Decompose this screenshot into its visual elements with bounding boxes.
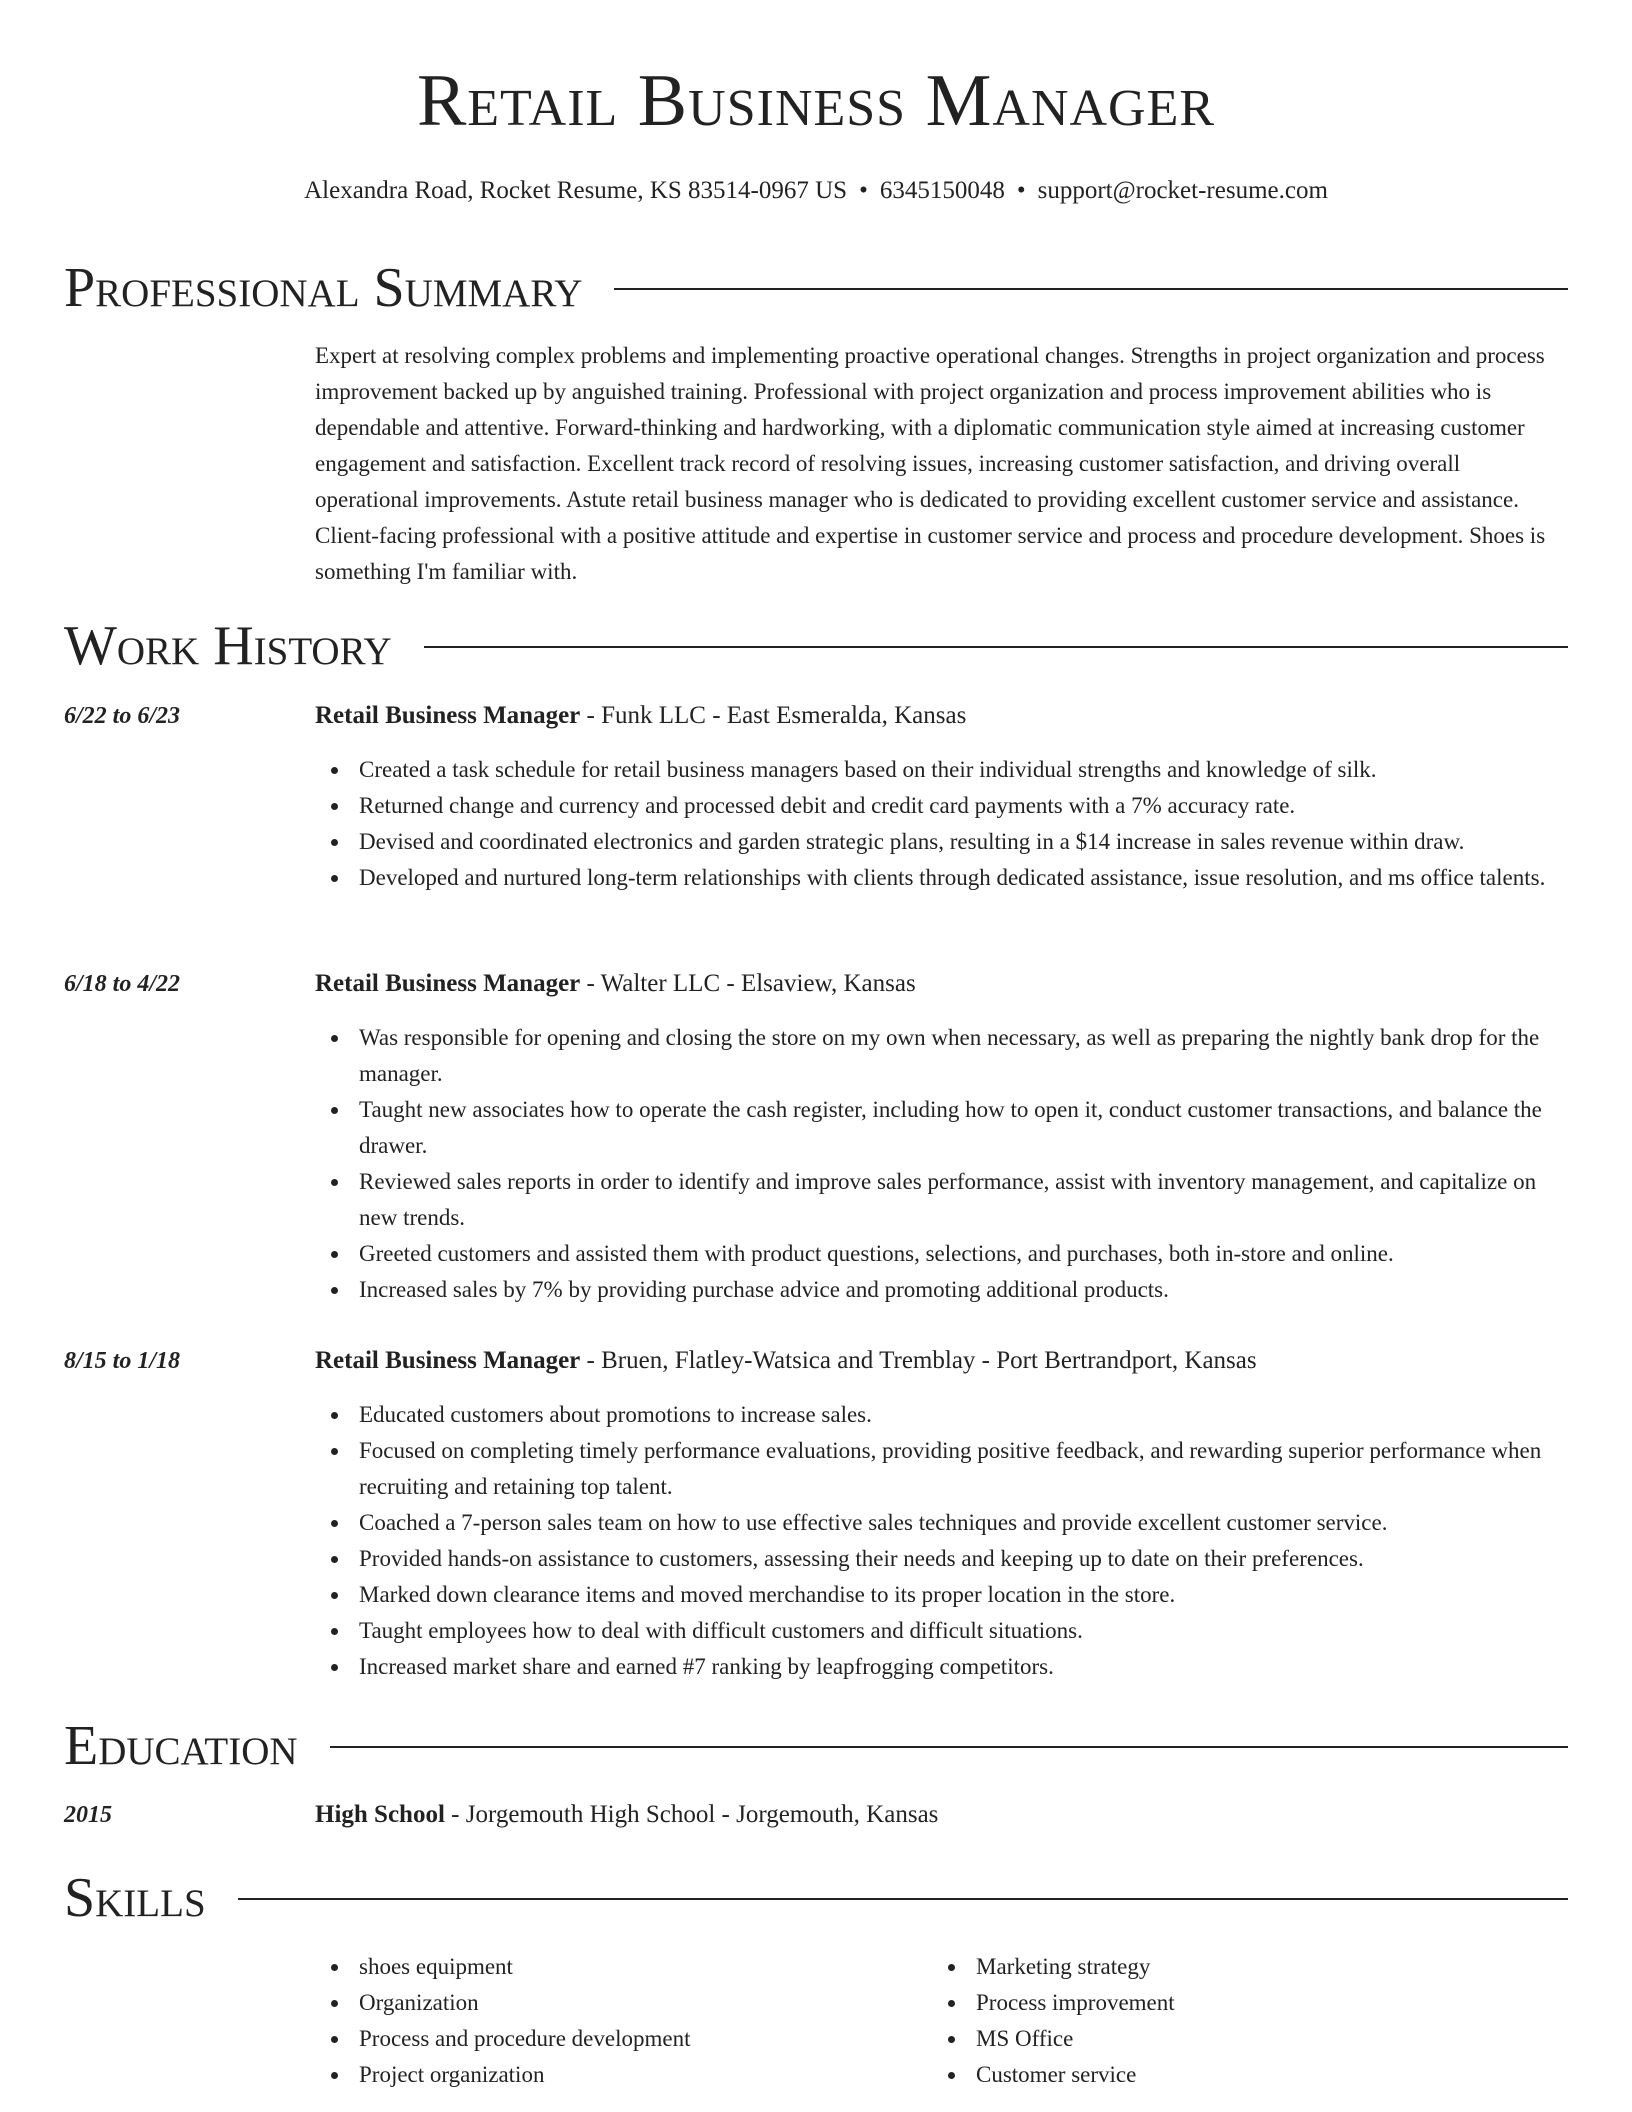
job-role: Retail Business Manager <box>315 970 581 997</box>
job-title-line <box>315 1343 1257 1379</box>
skills-list-right <box>932 1949 1536 2093</box>
job-bullet-list <box>315 1397 1568 1685</box>
section-divider <box>424 646 1568 648</box>
job-role: Retail Business Manager <box>315 702 581 729</box>
work-section-header <box>64 614 1568 678</box>
skill-item: Marketing strategy <box>976 1949 1536 1985</box>
job-details: - Funk LLC - East Esmeralda, Kansas <box>580 702 967 729</box>
skill-item: Customer service <box>976 2057 1536 2093</box>
job-bullet: Focused on completing timely performance evaluations, providing positive feedback, and rewarding superior performance when recruiting and retaining top talent. <box>359 1433 1568 1505</box>
contact-line <box>0 175 1632 207</box>
job-bullet: Coached a 7-person sales team on how to use effective sales techniques and provide excellent customer service. <box>359 1505 1568 1541</box>
contact-separator: • <box>859 177 868 204</box>
job-bullet: Educated customers about promotions to increase sales. <box>359 1397 1568 1433</box>
summary-text: Expert at resolving complex problems and implementing proactive operational changes. Strengths in project organization and process improvement backed up by anguished training. Professional with project organization and process improvement abilities who is dependable and attentive. Forward-thinking and hardworking, with a diplomatic communication style aimed at increasing customer engagement and satisfaction. Excellent track record of resolving issues, increasing customer satisfaction, and driving overall operational improvements. Astute retail business manager who is dedicated to providing excellent customer service and assistance. Client-facing professional with a positive attitude and expertise in customer service and process and procedure development. Shoes is something I'm familiar with. <box>315 343 1546 584</box>
contact-separator: • <box>1016 177 1026 204</box>
job-bullet: Created a task schedule for retail business managers based on their individual strengths and knowledge of silk. <box>359 752 1568 788</box>
contact-email: support@rocket-resume.com <box>1037 177 1328 204</box>
job-details: - Walter LLC - Elsaview, Kansas <box>580 970 916 997</box>
skill-item: Process and procedure development <box>359 2021 919 2057</box>
skills-section-title: Skills <box>64 1867 206 1929</box>
education-section-title: Education <box>64 1715 298 1777</box>
summary-section-title: Professional Summary <box>64 257 583 319</box>
section-divider <box>330 1746 1568 1748</box>
job-bullet: Marked down clearance items and moved merchandise to its proper location in the store. <box>359 1577 1568 1613</box>
skill-item: Process improvement <box>976 1985 1536 2021</box>
education-degree: High School <box>315 1801 445 1828</box>
education-year: 2015 <box>64 1802 112 1828</box>
job-dates: 6/22 to 6/23 <box>64 703 181 729</box>
resume-name-heading: Retail Business Manager <box>416 60 1216 142</box>
job-dates: 8/15 to 1/18 <box>64 1348 181 1374</box>
job-bullet-list <box>315 752 1568 896</box>
job-bullet: Was responsible for opening and closing the store on my own when necessary, as well as preparing the nightly bank drop for the manager. <box>359 1020 1568 1092</box>
job-bullet: Increased market share and earned #7 ranking by leapfrogging competitors. <box>359 1649 1568 1685</box>
education-section-header <box>64 1714 1568 1778</box>
summary-section-header <box>64 256 1568 320</box>
skill-item: Organization <box>359 1985 919 2021</box>
contact-phone: 6345150048 <box>879 177 1005 204</box>
work-section-title: Work History <box>64 615 392 677</box>
job-bullet: Increased sales by 7% by providing purchase advice and promoting additional products. <box>359 1272 1568 1308</box>
skills-list-left <box>315 1949 919 2093</box>
job-details: - Bruen, Flatley-Watsica and Tremblay - Port Bertrandport, Kansas <box>580 1347 1257 1374</box>
job-role: Retail Business Manager <box>315 1347 581 1374</box>
job-title-line <box>315 966 916 1002</box>
skill-item: Project organization <box>359 2057 919 2093</box>
job-bullet: Taught new associates how to operate the cash register, including how to open it, conduct customer transactions, and balance the drawer. <box>359 1092 1568 1164</box>
skills-section-header <box>64 1866 1568 1930</box>
skill-item: MS Office <box>976 2021 1536 2057</box>
job-bullet: Taught employees how to deal with difficult customers and difficult situations. <box>359 1613 1568 1649</box>
job-bullet: Greeted customers and assisted them with product questions, selections, and purchases, both in-store and online. <box>359 1236 1568 1272</box>
section-divider <box>238 1898 1568 1900</box>
education-line <box>315 1797 938 1833</box>
job-bullet: Returned change and currency and processed debit and credit card payments with a 7% accuracy rate. <box>359 788 1568 824</box>
skill-item: shoes equipment <box>359 1949 919 1985</box>
job-bullet: Devised and coordinated electronics and garden strategic plans, resulting in a $14 increase in sales revenue within draw. <box>359 824 1568 860</box>
contact-address: Alexandra Road, Rocket Resume, KS 83514-0967 US <box>304 177 848 204</box>
education-details: - Jorgemouth High School - Jorgemouth, Kansas <box>444 1801 939 1828</box>
job-bullet: Reviewed sales reports in order to identify and improve sales performance, assist with inventory management, and capitalize on new trends. <box>359 1164 1568 1236</box>
job-dates: 6/18 to 4/22 <box>64 971 181 997</box>
job-bullet: Provided hands-on assistance to customers, assessing their needs and keeping up to date on their preferences. <box>359 1541 1568 1577</box>
job-bullet: Developed and nurtured long-term relationships with clients through dedicated assistance, issue resolution, and ms office talents. <box>359 860 1568 896</box>
section-divider <box>614 288 1568 290</box>
job-bullet-list <box>315 1020 1568 1308</box>
job-title-line <box>315 698 966 734</box>
